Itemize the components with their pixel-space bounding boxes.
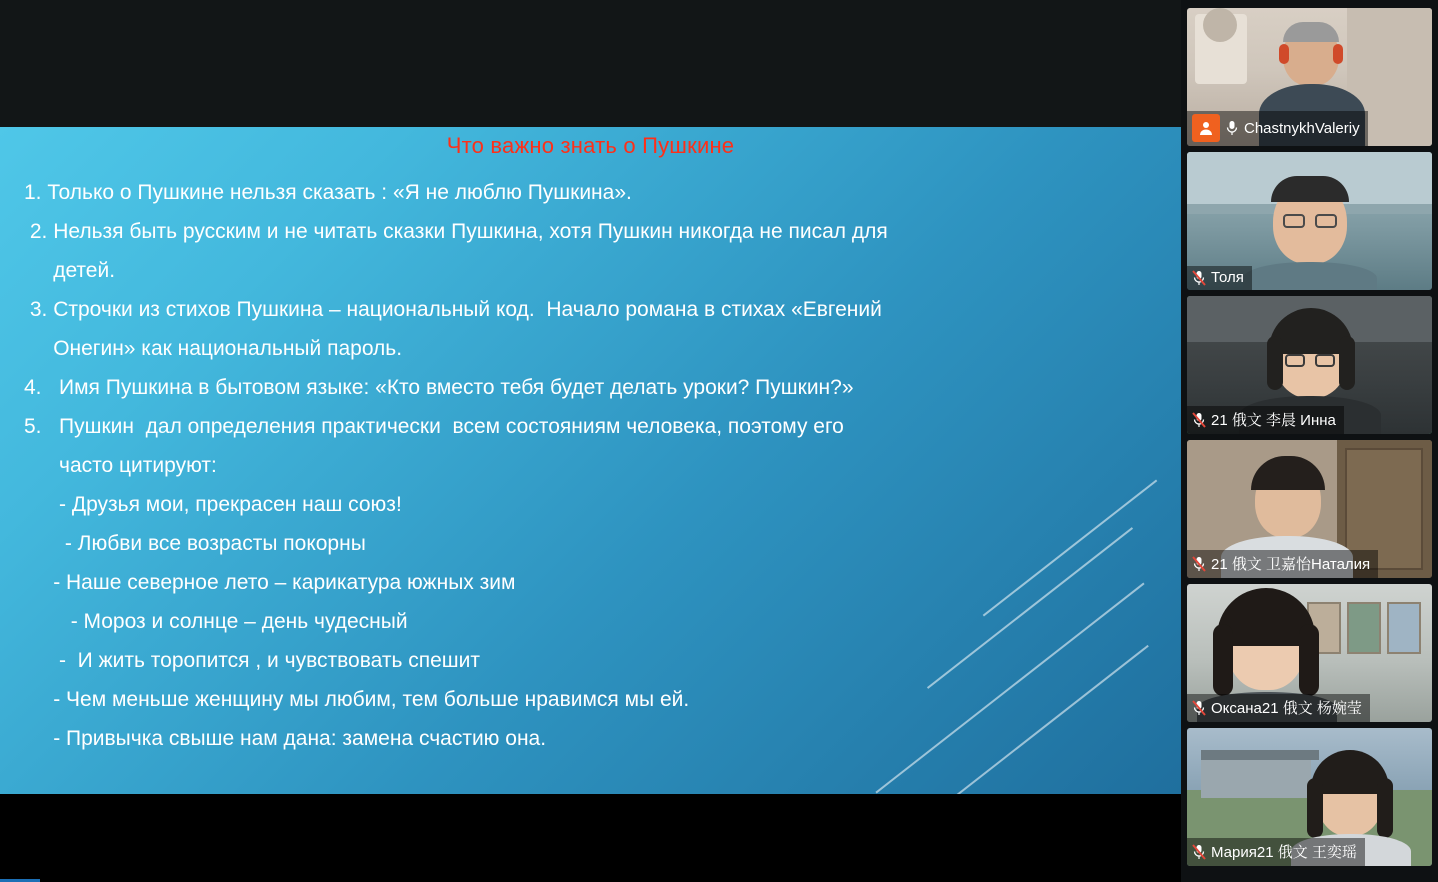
decorative-streak: [983, 479, 1158, 616]
slide-line: - Чем меньше женщину мы любим, тем больше нравимся мы ей.: [24, 688, 690, 711]
participant-tile[interactable]: [1187, 296, 1432, 434]
mic-muted-icon[interactable]: [1192, 556, 1206, 572]
slide-line: Онегин» как национальный пароль.: [24, 337, 403, 360]
slide-line: 2. Нельзя быть русским и не читать сказки Пушкина, хотя Пушкин никогда не писал для: [24, 220, 888, 243]
slide-line: - Наше северное лето – карикатура южных зим: [24, 571, 516, 594]
mic-muted-icon[interactable]: [1192, 700, 1206, 716]
participant-tile[interactable]: [1187, 584, 1432, 722]
mic-muted-icon[interactable]: [1192, 270, 1206, 286]
participant-filmstrip[interactable]: [1181, 0, 1438, 882]
slide-line: - Любви все возрасты покорны: [24, 532, 366, 555]
participant-name: 21 俄文 李晨 Инна: [1211, 412, 1336, 429]
slide-line: - Друзья мои, прекрасен наш союз!: [24, 493, 402, 516]
participant-tile[interactable]: [1187, 440, 1432, 578]
slide-line: 1. Только о Пушкине нельзя сказать : «Я не люблю Пушкина».: [24, 181, 632, 204]
participant-name: Толя: [1211, 269, 1244, 286]
participant-name: Мария21 俄文 王奕瑶: [1211, 844, 1357, 861]
participant-namebar: [1187, 406, 1344, 434]
participant-tile[interactable]: [1187, 152, 1432, 290]
slide-title: Что важно знать о Пушкине: [446, 133, 735, 158]
shared-screen-bottom-bar: [0, 794, 1181, 882]
mic-on-icon[interactable]: [1225, 120, 1239, 136]
participant-name: ChastnykhValeriy: [1244, 119, 1360, 137]
participant-namebar: [1187, 838, 1365, 866]
slide-body: [24, 173, 1001, 758]
slide-line: 5. Пушкин дал определения практически всем состояниям человека, поэтому его: [24, 415, 844, 438]
participant-namebar: [1187, 550, 1378, 578]
participant-tile[interactable]: [1187, 8, 1432, 146]
participant-name: 21 俄文 卫嘉怡Наталия: [1211, 556, 1371, 573]
mic-muted-icon[interactable]: [1192, 412, 1206, 428]
participant-name: Оксана21 俄文 杨婉莹: [1211, 700, 1362, 717]
slide-line: - И жить торопится , и чувствовать спешит: [24, 649, 480, 672]
slide-line: 3. Строчки из стихов Пушкина – национальный код. Начало романа в стихах «Евгений: [24, 298, 882, 321]
slide-line: - Привычка свыше нам дана: замена счастию она.: [24, 727, 547, 750]
mic-muted-icon[interactable]: [1192, 844, 1206, 860]
participant-namebar: [1187, 694, 1370, 722]
host-person-icon: [1192, 114, 1220, 142]
slide-line: - Мороз и солнце – день чудесный: [24, 610, 408, 633]
participant-tile[interactable]: [1187, 728, 1432, 866]
presentation-slide: [0, 127, 1181, 794]
slide-line: 4. Имя Пушкина в бытовом языке: «Кто вместо тебя будет делать уроки? Пушкин?»: [24, 376, 854, 399]
slide-line: детей.: [24, 259, 116, 282]
participant-namebar: [1187, 266, 1252, 290]
participant-namebar: [1187, 111, 1368, 146]
slide-line: часто цитируют:: [24, 454, 217, 477]
